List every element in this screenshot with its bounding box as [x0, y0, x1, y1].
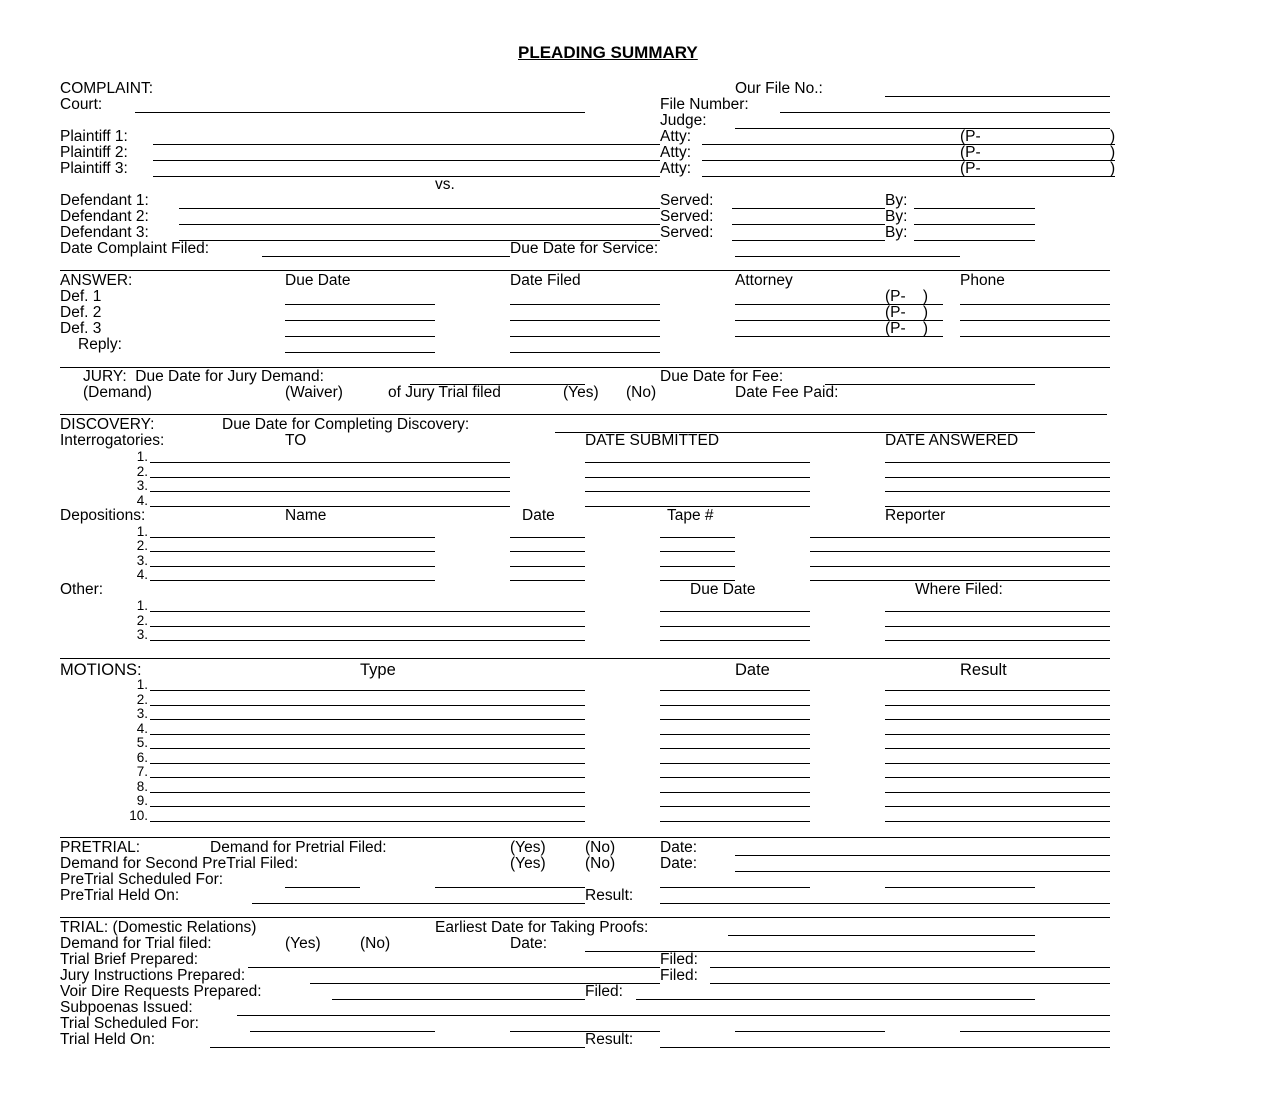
- pretrial-scheduled-field-2[interactable]: [435, 887, 585, 888]
- plaintiff-2-atty-field[interactable]: [702, 160, 1115, 161]
- interrogatory-3-answered-field[interactable]: [885, 491, 1110, 492]
- defendant-3-label: Defendant 3:: [60, 224, 149, 241]
- other-3-where-field[interactable]: [885, 640, 1110, 641]
- our-file-label: Our File No.:: [735, 80, 823, 97]
- motion-9-date-field[interactable]: [660, 806, 810, 807]
- answer-def-1-p-label: (P- ): [885, 288, 929, 305]
- motion-9-type-field[interactable]: [150, 806, 585, 807]
- other-3-field[interactable]: [150, 640, 585, 641]
- plaintiff-3-atty-field[interactable]: [702, 176, 1115, 177]
- pretrial-result-label: Result:: [585, 887, 634, 904]
- motion-3-date-field[interactable]: [660, 719, 810, 720]
- pretrial-result-field[interactable]: [660, 903, 1110, 904]
- motion-7-date-field[interactable]: [660, 777, 810, 778]
- second-pretrial-no-option[interactable]: (No): [585, 855, 616, 872]
- jury-due-label: JURY: Due Date for Jury Demand:: [83, 368, 324, 385]
- deposition-2-name-field[interactable]: [150, 551, 435, 552]
- motion-number: 6.: [136, 750, 148, 765]
- answer-def-2-label: Def. 2: [60, 304, 102, 321]
- jury-fee-label: Due Date for Fee:: [660, 368, 784, 385]
- plaintiff-2-close-paren: ): [1110, 144, 1116, 161]
- motions-heading: MOTIONS:: [60, 661, 142, 679]
- other-3-due-field[interactable]: [660, 640, 810, 641]
- other-label: Other:: [60, 581, 104, 598]
- defendant-1-label: Defendant 1:: [60, 192, 149, 209]
- deposition-1-reporter-field[interactable]: [810, 537, 1110, 538]
- jury-fee-field[interactable]: [825, 384, 1035, 385]
- our-file-field[interactable]: [885, 96, 1110, 97]
- deposition-3-tape-field[interactable]: [660, 566, 735, 567]
- motion-5-type-field[interactable]: [150, 748, 585, 749]
- trial-demand-label: Demand for Trial filed:: [60, 935, 212, 952]
- interrogatory-3-to-field[interactable]: [150, 491, 510, 492]
- defendant-2-by-label: By:: [885, 208, 908, 225]
- interrogatories-label: Interrogatories:: [60, 432, 165, 449]
- motion-number: 9.: [136, 793, 148, 808]
- deposition-2-date-field[interactable]: [510, 551, 585, 552]
- other-1-where-field[interactable]: [885, 611, 1110, 612]
- deposition-4-name-field[interactable]: [150, 580, 435, 581]
- plaintiff-3-close-paren: ): [1110, 160, 1116, 177]
- trial-result-field[interactable]: [660, 1047, 1110, 1048]
- pretrial-demand-label: Demand for Pretrial Filed:: [210, 839, 387, 856]
- interrogatory-1-submitted-field[interactable]: [585, 462, 810, 463]
- trial-date-label: Date:: [510, 935, 548, 952]
- trial-held-field[interactable]: [210, 1047, 585, 1048]
- motion-8-date-field[interactable]: [660, 792, 810, 793]
- jury-fee-paid-label: Date Fee Paid:: [735, 384, 839, 401]
- discovery-heading: DISCOVERY:: [60, 416, 155, 433]
- plaintiff-1-label: Plaintiff 1:: [60, 128, 128, 145]
- motion-number: 10.: [129, 808, 148, 823]
- deposition-1-name-field[interactable]: [150, 537, 435, 538]
- defendant-2-by-field[interactable]: [914, 224, 1035, 225]
- deposition-number: 3.: [136, 553, 148, 568]
- defendant-2-served-field[interactable]: [732, 224, 885, 225]
- motion-number: 7.: [136, 764, 148, 779]
- defendant-1-served-field[interactable]: [732, 208, 885, 209]
- trial-result-label: Result:: [585, 1031, 634, 1048]
- defendant-1-by-label: By:: [885, 192, 908, 209]
- interrogatories-col-answered: DATE ANSWERED: [885, 432, 1019, 449]
- other-number: 1.: [136, 598, 148, 613]
- pretrial-date-field[interactable]: [735, 855, 1110, 856]
- defendant-1-by-field[interactable]: [914, 208, 1035, 209]
- jury-no-option[interactable]: (No): [626, 384, 657, 401]
- other-2-due-field[interactable]: [660, 626, 810, 627]
- jury-instructions-filed-label: Filed:: [660, 967, 698, 984]
- motion-number: 4.: [136, 721, 148, 736]
- plaintiff-2-field[interactable]: [153, 160, 660, 161]
- plaintiff-1-close-paren: ): [1110, 128, 1116, 145]
- section-divider: [60, 414, 1107, 415]
- motion-2-result-field[interactable]: [885, 705, 1110, 706]
- motion-10-type-field[interactable]: [150, 821, 585, 822]
- deposition-number: 2.: [136, 538, 148, 553]
- motion-10-result-field[interactable]: [885, 821, 1110, 822]
- defendant-3-served-label: Served:: [660, 224, 714, 241]
- other-1-field[interactable]: [150, 611, 585, 612]
- answer-def-1-attorney-field[interactable]: [735, 304, 885, 305]
- motion-1-result-field[interactable]: [885, 690, 1110, 691]
- trial-held-label: Trial Held On:: [60, 1031, 156, 1048]
- file-number-field[interactable]: [780, 112, 1110, 113]
- complaint-heading: COMPLAINT:: [60, 80, 154, 97]
- second-pretrial-date-field[interactable]: [735, 871, 1110, 872]
- plaintiff-3-atty-label: Atty:: [660, 160, 692, 177]
- motion-2-date-field[interactable]: [660, 705, 810, 706]
- answer-col-filed: Date Filed: [510, 272, 581, 289]
- answer-def-3-p-label: (P- ): [885, 320, 929, 337]
- pretrial-scheduled-field-4[interactable]: [885, 887, 1035, 888]
- answer-col-phone: Phone: [960, 272, 1005, 289]
- answer-def-3-attorney-field[interactable]: [735, 336, 885, 337]
- trial-heading: TRIAL: (Domestic Relations): [60, 919, 257, 936]
- interrogatory-number: 1.: [136, 449, 148, 464]
- interrogatory-number: 2.: [136, 464, 148, 479]
- motion-5-date-field[interactable]: [660, 748, 810, 749]
- plaintiff-2-label: Plaintiff 2:: [60, 144, 128, 161]
- interrogatory-4-to-field[interactable]: [150, 506, 510, 507]
- plaintiff-3-label: Plaintiff 3:: [60, 160, 128, 177]
- motion-4-type-field[interactable]: [150, 734, 585, 735]
- trial-brief-filed-field[interactable]: [710, 967, 1110, 968]
- answer-def-3-phone-field[interactable]: [960, 336, 1110, 337]
- pretrial-date-label: Date:: [660, 839, 698, 856]
- interrogatories-col-submitted: DATE SUBMITTED: [585, 432, 720, 449]
- answer-reply-filed-field[interactable]: [510, 352, 660, 353]
- plaintiff-1-atty-field[interactable]: [702, 144, 1115, 145]
- pretrial-no-option[interactable]: (No): [585, 839, 616, 856]
- motion-5-result-field[interactable]: [885, 748, 1110, 749]
- other-col-where: Where Filed:: [915, 581, 1003, 598]
- section-divider: [60, 658, 1110, 659]
- motion-10-date-field[interactable]: [660, 821, 810, 822]
- interrogatory-2-submitted-field[interactable]: [585, 477, 810, 478]
- answer-def-2-due-field[interactable]: [285, 320, 435, 321]
- trial-scheduled-label: Trial Scheduled For:: [60, 1015, 199, 1032]
- trial-proofs-label: Earliest Date for Taking Proofs:: [435, 919, 649, 936]
- answer-def-1-phone-field[interactable]: [960, 304, 1110, 305]
- trial-date-field[interactable]: [585, 951, 1035, 952]
- answer-def-2-filed-field[interactable]: [510, 320, 660, 321]
- motion-4-result-field[interactable]: [885, 734, 1110, 735]
- motion-1-type-field[interactable]: [150, 690, 585, 691]
- depositions-label: Depositions:: [60, 507, 146, 524]
- due-date-service-label: Due Date for Service:: [510, 240, 659, 257]
- interrogatories-col-to: TO: [285, 432, 307, 449]
- answer-reply-label: Reply:: [78, 336, 122, 353]
- plaintiff-1-atty-label: Atty:: [660, 128, 692, 145]
- other-2-field[interactable]: [150, 626, 585, 627]
- second-pretrial-label: Demand for Second PreTrial Filed:: [60, 855, 299, 872]
- discovery-due-label: Due Date for Completing Discovery:: [222, 416, 470, 433]
- voir-dire-field[interactable]: [332, 999, 585, 1000]
- depositions-col-name: Name: [285, 507, 327, 524]
- defendant-3-served-field[interactable]: [732, 240, 885, 241]
- court-label: Court:: [60, 96, 103, 113]
- interrogatory-number: 3.: [136, 478, 148, 493]
- answer-def-1-label: Def. 1: [60, 288, 102, 305]
- motion-6-result-field[interactable]: [885, 763, 1110, 764]
- motion-number: 1.: [136, 677, 148, 692]
- section-divider: [60, 837, 1110, 838]
- defendant-3-by-label: By:: [885, 224, 908, 241]
- defendant-2-served-label: Served:: [660, 208, 714, 225]
- defendant-1-field[interactable]: [179, 208, 660, 209]
- motion-8-type-field[interactable]: [150, 792, 585, 793]
- pretrial-held-label: PreTrial Held On:: [60, 887, 180, 904]
- motion-9-result-field[interactable]: [885, 806, 1110, 807]
- pretrial-yes-option[interactable]: (Yes): [510, 839, 546, 856]
- other-number: 2.: [136, 613, 148, 628]
- other-number: 3.: [136, 627, 148, 642]
- answer-def-2-attorney-field[interactable]: [735, 320, 885, 321]
- motions-col-date: Date: [735, 661, 770, 679]
- interrogatory-1-to-field[interactable]: [150, 462, 510, 463]
- answer-def-3-filed-field[interactable]: [510, 336, 660, 337]
- motion-7-result-field[interactable]: [885, 777, 1110, 778]
- file-number-label: File Number:: [660, 96, 749, 113]
- other-2-where-field[interactable]: [885, 626, 1110, 627]
- deposition-4-date-field[interactable]: [510, 580, 585, 581]
- motion-number: 3.: [136, 706, 148, 721]
- subpoenas-label: Subpoenas Issued:: [60, 999, 193, 1016]
- second-pretrial-yes-option[interactable]: (Yes): [510, 855, 546, 872]
- judge-field[interactable]: [735, 128, 1110, 129]
- interrogatory-2-answered-field[interactable]: [885, 477, 1110, 478]
- deposition-3-date-field[interactable]: [510, 566, 585, 567]
- motion-2-type-field[interactable]: [150, 705, 585, 706]
- answer-def-1-due-field[interactable]: [285, 304, 435, 305]
- motions-col-result: Result: [960, 661, 1007, 679]
- pretrial-scheduled-field-1[interactable]: [285, 887, 360, 888]
- other-1-due-field[interactable]: [660, 611, 810, 612]
- jury-trial-filed-label: of Jury Trial filed: [388, 384, 501, 401]
- jury-instructions-label: Jury Instructions Prepared:: [60, 967, 246, 984]
- voir-dire-filed-label: Filed:: [585, 983, 623, 1000]
- vs-label: vs.: [435, 176, 455, 193]
- deposition-2-tape-field[interactable]: [660, 551, 735, 552]
- plaintiff-3-p-label: (P-: [960, 160, 981, 177]
- answer-heading: ANSWER:: [60, 272, 133, 289]
- pretrial-scheduled-field-3[interactable]: [660, 887, 810, 888]
- motion-6-type-field[interactable]: [150, 763, 585, 764]
- date-complaint-filed-field[interactable]: [262, 256, 510, 257]
- defendant-3-by-field[interactable]: [914, 240, 1035, 241]
- motion-3-result-field[interactable]: [885, 719, 1110, 720]
- other-col-due-date: Due Date: [690, 581, 756, 598]
- court-field[interactable]: [135, 112, 585, 113]
- answer-def-2-p-label: (P- ): [885, 304, 929, 321]
- page-title: PLEADING SUMMARY: [518, 43, 698, 62]
- trial-scheduled-field-1[interactable]: [250, 1031, 435, 1032]
- motion-3-type-field[interactable]: [150, 719, 585, 720]
- answer-def-2-phone-field[interactable]: [960, 320, 1110, 321]
- subpoenas-field[interactable]: [237, 1015, 1110, 1016]
- date-complaint-filed-label: Date Complaint Filed:: [60, 240, 210, 257]
- jury-yes-option[interactable]: (Yes): [563, 384, 599, 401]
- plaintiff-3-field[interactable]: [153, 176, 660, 177]
- trial-yes-option[interactable]: (Yes): [285, 935, 321, 952]
- plaintiff-2-atty-label: Atty:: [660, 144, 692, 161]
- motion-7-type-field[interactable]: [150, 777, 585, 778]
- interrogatory-number: 4.: [136, 493, 148, 508]
- defendant-2-label: Defendant 2:: [60, 208, 149, 225]
- jury-instructions-filed-field[interactable]: [710, 983, 1110, 984]
- depositions-col-date: Date: [522, 507, 555, 524]
- trial-brief-filed-label: Filed:: [660, 951, 698, 968]
- motion-number: 2.: [136, 692, 148, 707]
- voir-dire-label: Voir Dire Requests Prepared:: [60, 983, 262, 1000]
- section-divider: [60, 270, 1110, 271]
- motions-col-type: Type: [360, 661, 396, 679]
- due-date-service-field[interactable]: [735, 256, 960, 257]
- motion-6-date-field[interactable]: [660, 763, 810, 764]
- answer-col-attorney: Attorney: [735, 272, 793, 289]
- motion-1-date-field[interactable]: [660, 690, 810, 691]
- trial-brief-field[interactable]: [248, 967, 660, 968]
- answer-def-3-label: Def. 3: [60, 320, 102, 337]
- judge-label: Judge:: [660, 112, 707, 129]
- deposition-number: 1.: [136, 524, 148, 539]
- deposition-1-tape-field[interactable]: [660, 537, 735, 538]
- interrogatory-3-submitted-field[interactable]: [585, 491, 810, 492]
- deposition-1-date-field[interactable]: [510, 537, 585, 538]
- trial-scheduled-field-3[interactable]: [735, 1031, 885, 1032]
- pretrial-held-field[interactable]: [252, 903, 585, 904]
- motion-4-date-field[interactable]: [660, 734, 810, 735]
- plaintiff-2-p-label: (P-: [960, 144, 981, 161]
- depositions-col-reporter: Reporter: [885, 507, 946, 524]
- pretrial-scheduled-label: PreTrial Scheduled For:: [60, 871, 224, 888]
- plaintiff-1-field[interactable]: [153, 144, 660, 145]
- answer-def-1-filed-field[interactable]: [510, 304, 660, 305]
- voir-dire-filed-field[interactable]: [636, 999, 1035, 1000]
- defendant-1-served-label: Served:: [660, 192, 714, 209]
- trial-scheduled-field-4[interactable]: [960, 1031, 1110, 1032]
- motion-number: 8.: [136, 779, 148, 794]
- jury-waiver-label[interactable]: (Waiver): [285, 384, 343, 401]
- pretrial-heading: PRETRIAL:: [60, 839, 141, 856]
- answer-def-3-due-field[interactable]: [285, 336, 435, 337]
- interrogatory-2-to-field[interactable]: [150, 477, 510, 478]
- jury-demand-label[interactable]: (Demand): [83, 384, 152, 401]
- section-divider: [60, 917, 1110, 918]
- motion-8-result-field[interactable]: [885, 792, 1110, 793]
- plaintiff-1-p-label: (P-: [960, 128, 981, 145]
- trial-proofs-field[interactable]: [728, 935, 1035, 936]
- answer-col-due: Due Date: [285, 272, 351, 289]
- second-pretrial-date-label: Date:: [660, 855, 698, 872]
- deposition-2-reporter-field[interactable]: [810, 551, 1110, 552]
- interrogatory-1-answered-field[interactable]: [885, 462, 1110, 463]
- answer-def-3-p-field[interactable]: [885, 336, 943, 337]
- answer-reply-due-field[interactable]: [285, 352, 435, 353]
- deposition-number: 4.: [136, 567, 148, 582]
- trial-brief-label: Trial Brief Prepared:: [60, 951, 199, 968]
- deposition-3-name-field[interactable]: [150, 566, 435, 567]
- trial-no-option[interactable]: (No): [360, 935, 391, 952]
- depositions-col-tape: Tape #: [667, 507, 714, 524]
- deposition-3-reporter-field[interactable]: [810, 566, 1110, 567]
- defendant-2-field[interactable]: [179, 224, 660, 225]
- motion-number: 5.: [136, 735, 148, 750]
